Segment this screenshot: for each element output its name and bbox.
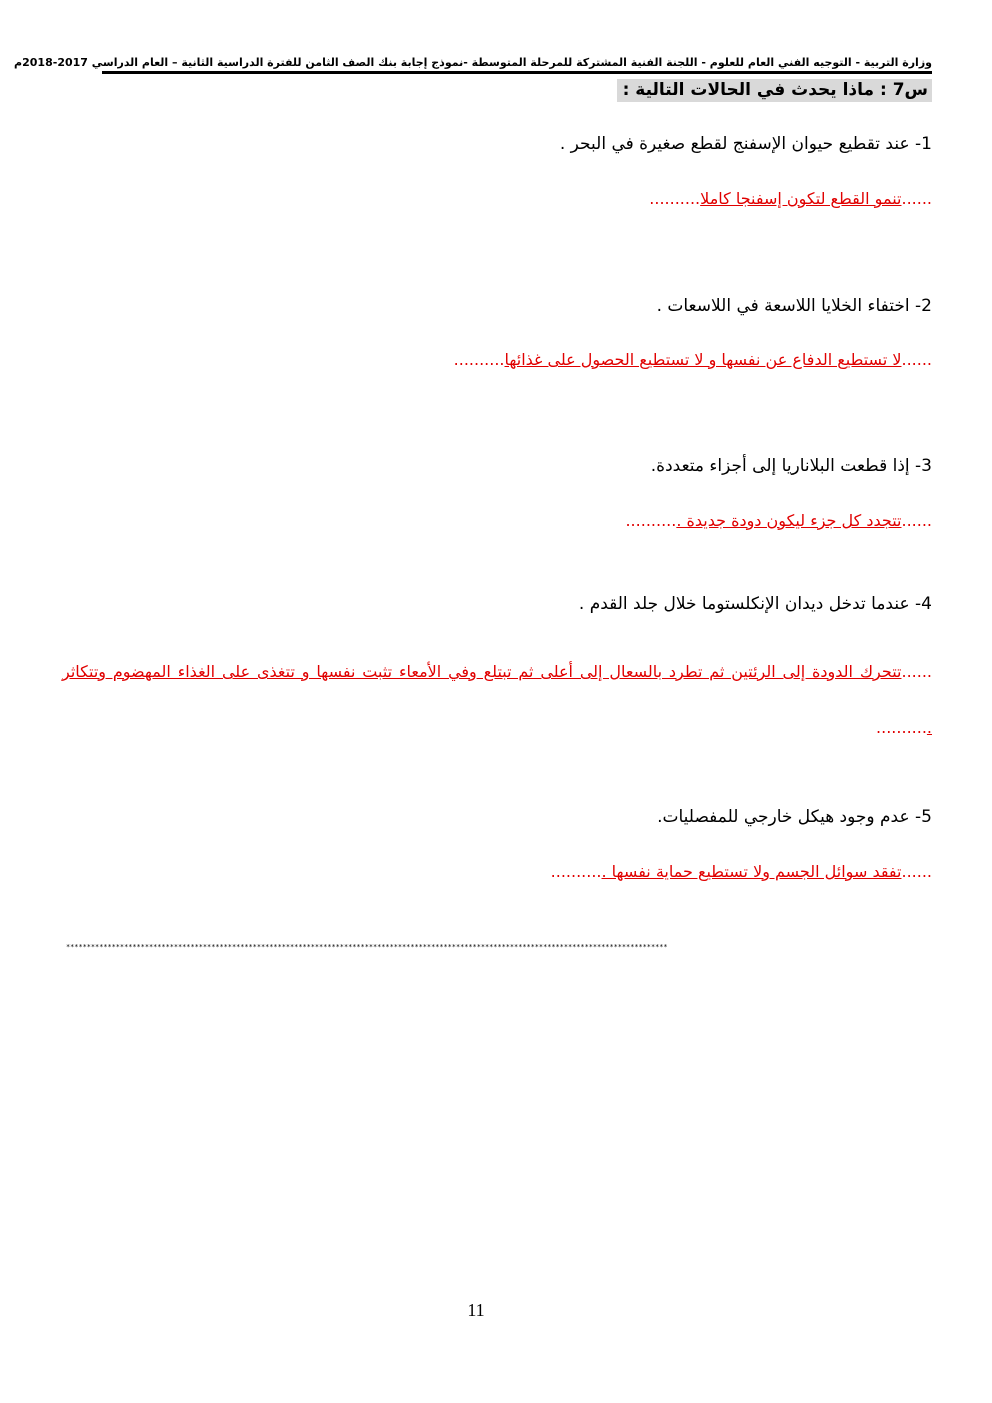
answer-1-lead: ...... bbox=[901, 189, 932, 208]
separator-line: ************************************************************************************************************************************************* bbox=[66, 943, 668, 951]
question-title: س7 : ماذا يحدث في الحالات التالية : bbox=[617, 79, 932, 102]
answer-3-tail: .......... bbox=[625, 511, 677, 530]
page-number: 11 bbox=[467, 1300, 485, 1320]
answer-5-text: تفقد سوائل الجسم ولا تستطيع حماية نفسها . bbox=[601, 862, 902, 881]
answer-5 bbox=[551, 860, 932, 884]
answer-1 bbox=[649, 187, 932, 211]
question-1: 1- عند تقطيع حيوان الإسفنج لقطع صغيرة في البحر . bbox=[559, 134, 932, 154]
answer-1-tail: .......... bbox=[649, 189, 701, 208]
answer-1-text: تنمو القطع لتكون إسفنجا كاملا bbox=[700, 189, 902, 208]
answer-2 bbox=[454, 348, 932, 372]
answer-2-text: لا تستطيع الدفاع عن نفسها و لا تستطيع الحصول على غذائها bbox=[504, 350, 902, 369]
answer-3-text: تتجدد كل جزء ليكون دودة جديدة . bbox=[676, 511, 902, 530]
question-5: 5- عدم وجود هيكل خارجي للمفصليات. bbox=[657, 807, 932, 827]
answer-3-lead: ...... bbox=[901, 511, 932, 530]
answer-5-lead: ...... bbox=[901, 862, 932, 881]
answer-5-tail: .......... bbox=[550, 862, 602, 881]
answer-4-tail: .......... bbox=[876, 718, 927, 737]
question-3: 3- إذا قطعت البلاناريا إلى أجزاء متعددة. bbox=[650, 456, 932, 476]
question-4: 4- عندما تدخل ديدان الإنكلستوما خلال جلد القدم . bbox=[578, 594, 932, 614]
answer-2-tail: .......... bbox=[453, 350, 505, 369]
answer-4-text: تتحرك الدودة إلى الرئتين ثم تطرد بالسعال إلى أعلى ثم تبتلع وفي الأمعاء تثبت نفسها و تتغذى على الغذاء المهضوم وتتكاثر . bbox=[62, 662, 932, 737]
question-2: 2- اختفاء الخلايا اللاسعة في اللاسعات . bbox=[656, 296, 932, 316]
answer-2-lead: ...... bbox=[901, 350, 932, 369]
answer-4 bbox=[62, 644, 932, 756]
page-header: وزارة التربية - التوجيه الفني العام للعلوم - اللجنة الفنية المشتركة للمرحلة المتوسطة -نموذج إجابة بنك الصف الثامن للفترة الدراسية الثانية – العام الدراسي 2017-2018م bbox=[102, 56, 932, 74]
answer-4-lead: ...... bbox=[901, 662, 932, 681]
answer-3 bbox=[625, 509, 932, 533]
